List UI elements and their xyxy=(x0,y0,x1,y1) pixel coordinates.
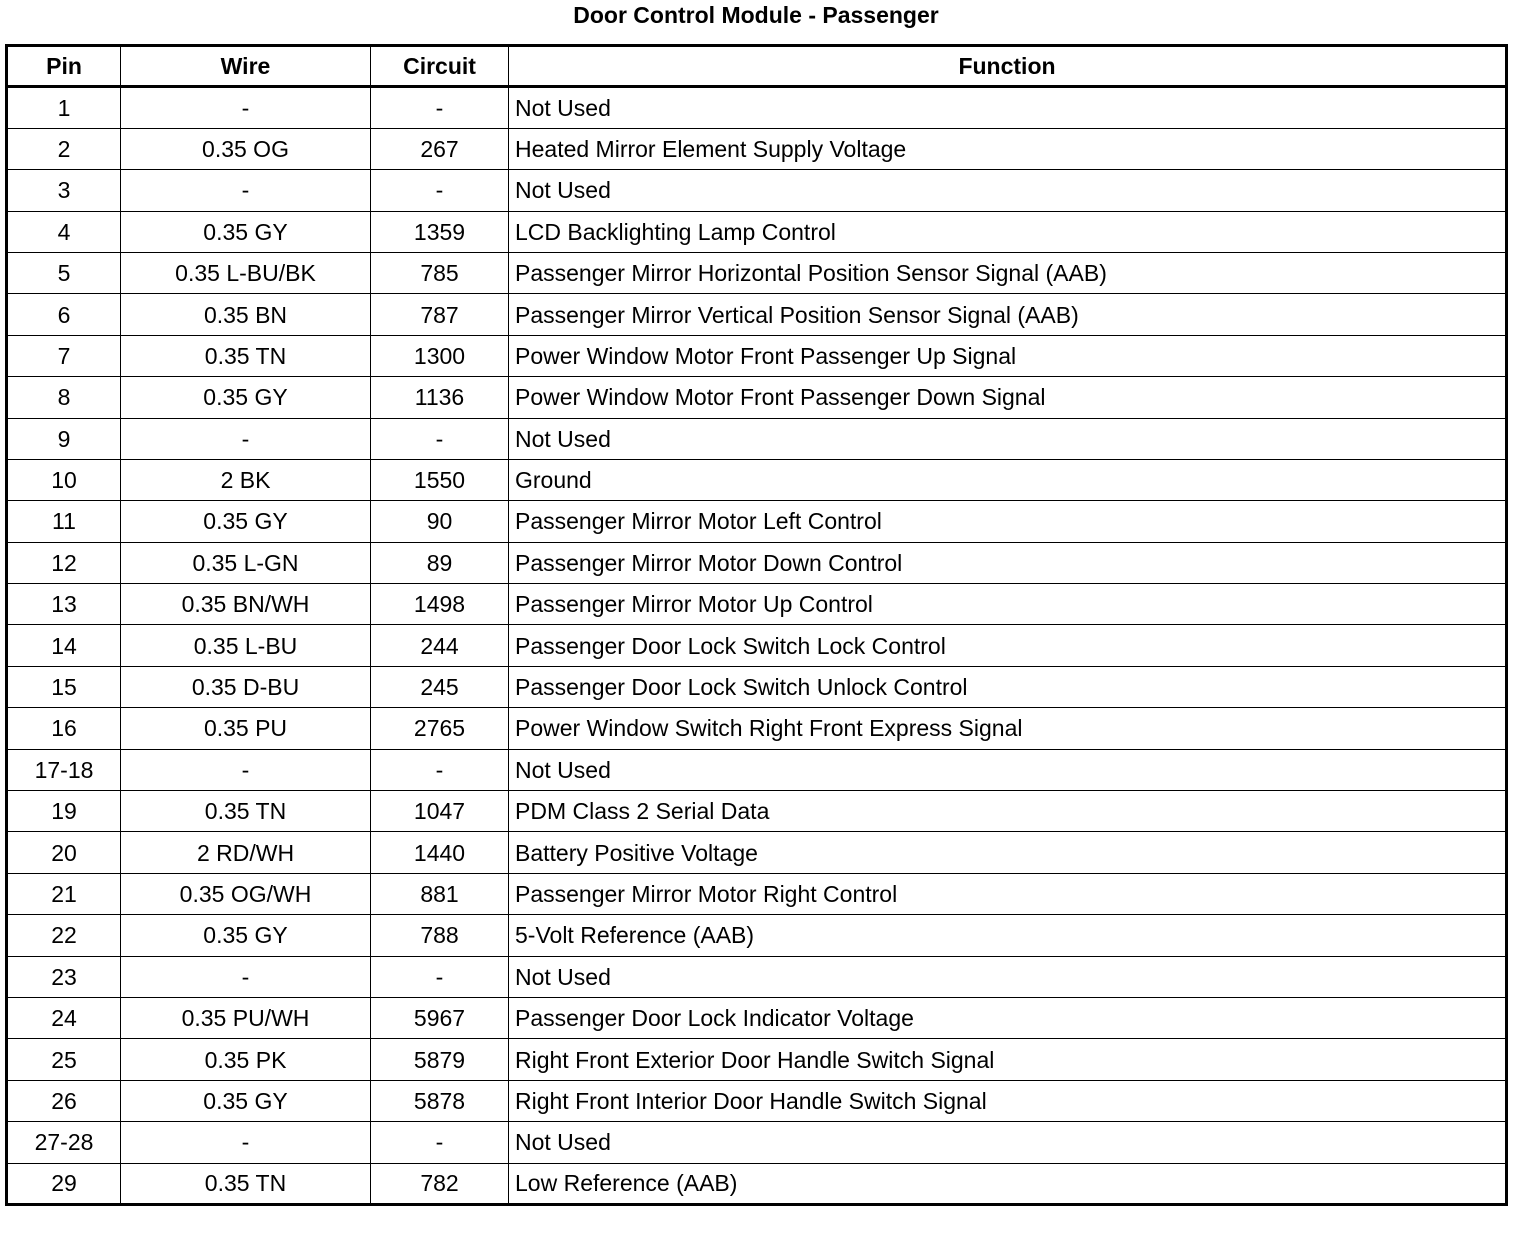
pin-cell: 3 xyxy=(7,170,121,211)
function-cell: Passenger Mirror Motor Up Control xyxy=(509,584,1507,625)
wire-cell: - xyxy=(121,418,371,459)
table-row xyxy=(7,252,1507,293)
table-row xyxy=(7,915,1507,956)
wire-cell: 0.35 PU/WH xyxy=(121,997,371,1038)
circuit-cell: 788 xyxy=(371,915,509,956)
wire-cell: 0.35 GY xyxy=(121,1080,371,1121)
circuit-cell: - xyxy=(371,170,509,211)
table-row xyxy=(7,211,1507,252)
table-row xyxy=(7,335,1507,376)
function-cell: Passenger Door Lock Switch Lock Control xyxy=(509,625,1507,666)
wire-cell: - xyxy=(121,87,371,128)
table-body xyxy=(7,87,1507,1205)
wire-cell: - xyxy=(121,170,371,211)
pin-cell: 7 xyxy=(7,335,121,376)
table-row xyxy=(7,749,1507,790)
function-cell: Power Window Motor Front Passenger Down Signal xyxy=(509,377,1507,418)
function-cell: Right Front Interior Door Handle Switch Signal xyxy=(509,1080,1507,1121)
table-row xyxy=(7,501,1507,542)
circuit-cell: - xyxy=(371,956,509,997)
table-row xyxy=(7,1039,1507,1080)
circuit-cell: 5967 xyxy=(371,997,509,1038)
function-cell: Not Used xyxy=(509,87,1507,128)
circuit-cell: 5879 xyxy=(371,1039,509,1080)
wire-cell: 0.35 TN xyxy=(121,335,371,376)
circuit-cell: 90 xyxy=(371,501,509,542)
pin-cell: 22 xyxy=(7,915,121,956)
wire-cell: 0.35 BN/WH xyxy=(121,584,371,625)
pin-cell: 8 xyxy=(7,377,121,418)
wire-cell: 0.35 GY xyxy=(121,377,371,418)
table-row xyxy=(7,997,1507,1038)
circuit-cell: 1047 xyxy=(371,791,509,832)
table-row xyxy=(7,708,1507,749)
table-row xyxy=(7,170,1507,211)
wire-cell: 0.35 GY xyxy=(121,211,371,252)
table-row xyxy=(7,1163,1507,1204)
table-row xyxy=(7,377,1507,418)
function-cell: Right Front Exterior Door Handle Switch Signal xyxy=(509,1039,1507,1080)
table-row xyxy=(7,1122,1507,1163)
circuit-cell: 1498 xyxy=(371,584,509,625)
function-cell: Battery Positive Voltage xyxy=(509,832,1507,873)
pin-cell: 1 xyxy=(7,87,121,128)
function-cell: Passenger Mirror Horizontal Position Sensor Signal (AAB) xyxy=(509,252,1507,293)
circuit-cell: 5878 xyxy=(371,1080,509,1121)
pin-cell: 19 xyxy=(7,791,121,832)
wire-cell: 0.35 TN xyxy=(121,1163,371,1204)
table-row xyxy=(7,873,1507,914)
table-row xyxy=(7,418,1507,459)
circuit-cell: - xyxy=(371,1122,509,1163)
pin-cell: 4 xyxy=(7,211,121,252)
circuit-cell: - xyxy=(371,87,509,128)
pin-cell: 10 xyxy=(7,459,121,500)
wire-cell: 0.35 BN xyxy=(121,294,371,335)
function-cell: Not Used xyxy=(509,749,1507,790)
circuit-cell: 245 xyxy=(371,666,509,707)
table-row xyxy=(7,294,1507,335)
document-title: Door Control Module - Passenger xyxy=(573,2,939,28)
column-header-circuit: Circuit xyxy=(371,46,509,87)
pin-cell: 12 xyxy=(7,542,121,583)
pin-cell: 6 xyxy=(7,294,121,335)
function-cell: Passenger Mirror Motor Right Control xyxy=(509,873,1507,914)
function-cell: LCD Backlighting Lamp Control xyxy=(509,211,1507,252)
wire-cell: 0.35 L-BU xyxy=(121,625,371,666)
wire-cell: 0.35 D-BU xyxy=(121,666,371,707)
wire-cell: 0.35 PU xyxy=(121,708,371,749)
pin-cell: 2 xyxy=(7,128,121,169)
circuit-cell: 785 xyxy=(371,252,509,293)
function-cell: Power Window Switch Right Front Express Signal xyxy=(509,708,1507,749)
table-row xyxy=(7,1080,1507,1121)
circuit-cell: - xyxy=(371,749,509,790)
wire-cell: 2 RD/WH xyxy=(121,832,371,873)
function-cell: Passenger Mirror Motor Left Control xyxy=(509,501,1507,542)
table-row xyxy=(7,956,1507,997)
pin-cell: 13 xyxy=(7,584,121,625)
wire-cell: 0.35 L-BU/BK xyxy=(121,252,371,293)
pin-cell: 24 xyxy=(7,997,121,1038)
function-cell: Power Window Motor Front Passenger Up Signal xyxy=(509,335,1507,376)
table-row xyxy=(7,832,1507,873)
table-row xyxy=(7,128,1507,169)
wire-cell: 0.35 PK xyxy=(121,1039,371,1080)
column-header-wire: Wire xyxy=(121,46,371,87)
function-cell: Passenger Mirror Vertical Position Sensor Signal (AAB) xyxy=(509,294,1507,335)
circuit-cell: 1136 xyxy=(371,377,509,418)
pin-cell: 20 xyxy=(7,832,121,873)
function-cell: Passenger Door Lock Indicator Voltage xyxy=(509,997,1507,1038)
pin-cell: 25 xyxy=(7,1039,121,1080)
circuit-cell: 1359 xyxy=(371,211,509,252)
wire-cell: 0.35 GY xyxy=(121,501,371,542)
circuit-cell: 787 xyxy=(371,294,509,335)
table-header xyxy=(7,46,1507,87)
function-cell: 5-Volt Reference (AAB) xyxy=(509,915,1507,956)
pin-cell: 16 xyxy=(7,708,121,749)
pin-cell: 5 xyxy=(7,252,121,293)
table-row xyxy=(7,666,1507,707)
function-cell: Not Used xyxy=(509,956,1507,997)
circuit-cell: 1300 xyxy=(371,335,509,376)
circuit-cell: 267 xyxy=(371,128,509,169)
pinout-table xyxy=(5,44,1508,1206)
pin-cell: 26 xyxy=(7,1080,121,1121)
table-row xyxy=(7,791,1507,832)
header-row xyxy=(7,46,1507,87)
function-cell: PDM Class 2 Serial Data xyxy=(509,791,1507,832)
pin-cell: 23 xyxy=(7,956,121,997)
circuit-cell: 782 xyxy=(371,1163,509,1204)
pin-cell: 11 xyxy=(7,501,121,542)
function-cell: Not Used xyxy=(509,418,1507,459)
function-cell: Not Used xyxy=(509,1122,1507,1163)
circuit-cell: 1550 xyxy=(371,459,509,500)
table-row xyxy=(7,87,1507,128)
pin-cell: 29 xyxy=(7,1163,121,1204)
circuit-cell: 2765 xyxy=(371,708,509,749)
wire-cell: - xyxy=(121,749,371,790)
wire-cell: - xyxy=(121,956,371,997)
table-row xyxy=(7,542,1507,583)
wire-cell: 2 BK xyxy=(121,459,371,500)
circuit-cell: 244 xyxy=(371,625,509,666)
wire-cell: 0.35 OG xyxy=(121,128,371,169)
circuit-cell: 89 xyxy=(371,542,509,583)
pin-cell: 14 xyxy=(7,625,121,666)
function-cell: Passenger Mirror Motor Down Control xyxy=(509,542,1507,583)
function-cell: Low Reference (AAB) xyxy=(509,1163,1507,1204)
function-cell: Not Used xyxy=(509,170,1507,211)
pin-cell: 27-28 xyxy=(7,1122,121,1163)
wire-cell: 0.35 OG/WH xyxy=(121,873,371,914)
wire-cell: 0.35 GY xyxy=(121,915,371,956)
wire-cell: 0.35 L-GN xyxy=(121,542,371,583)
circuit-cell: - xyxy=(371,418,509,459)
function-cell: Ground xyxy=(509,459,1507,500)
circuit-cell: 881 xyxy=(371,873,509,914)
circuit-cell: 1440 xyxy=(371,832,509,873)
function-cell: Passenger Door Lock Switch Unlock Control xyxy=(509,666,1507,707)
function-cell: Heated Mirror Element Supply Voltage xyxy=(509,128,1507,169)
column-header-function: Function xyxy=(509,46,1507,87)
table-row xyxy=(7,459,1507,500)
table-row xyxy=(7,625,1507,666)
pin-cell: 15 xyxy=(7,666,121,707)
pin-cell: 17-18 xyxy=(7,749,121,790)
pin-cell: 9 xyxy=(7,418,121,459)
wire-cell: 0.35 TN xyxy=(121,791,371,832)
column-header-pin: Pin xyxy=(7,46,121,87)
pin-cell: 21 xyxy=(7,873,121,914)
wire-cell: - xyxy=(121,1122,371,1163)
table-row xyxy=(7,584,1507,625)
